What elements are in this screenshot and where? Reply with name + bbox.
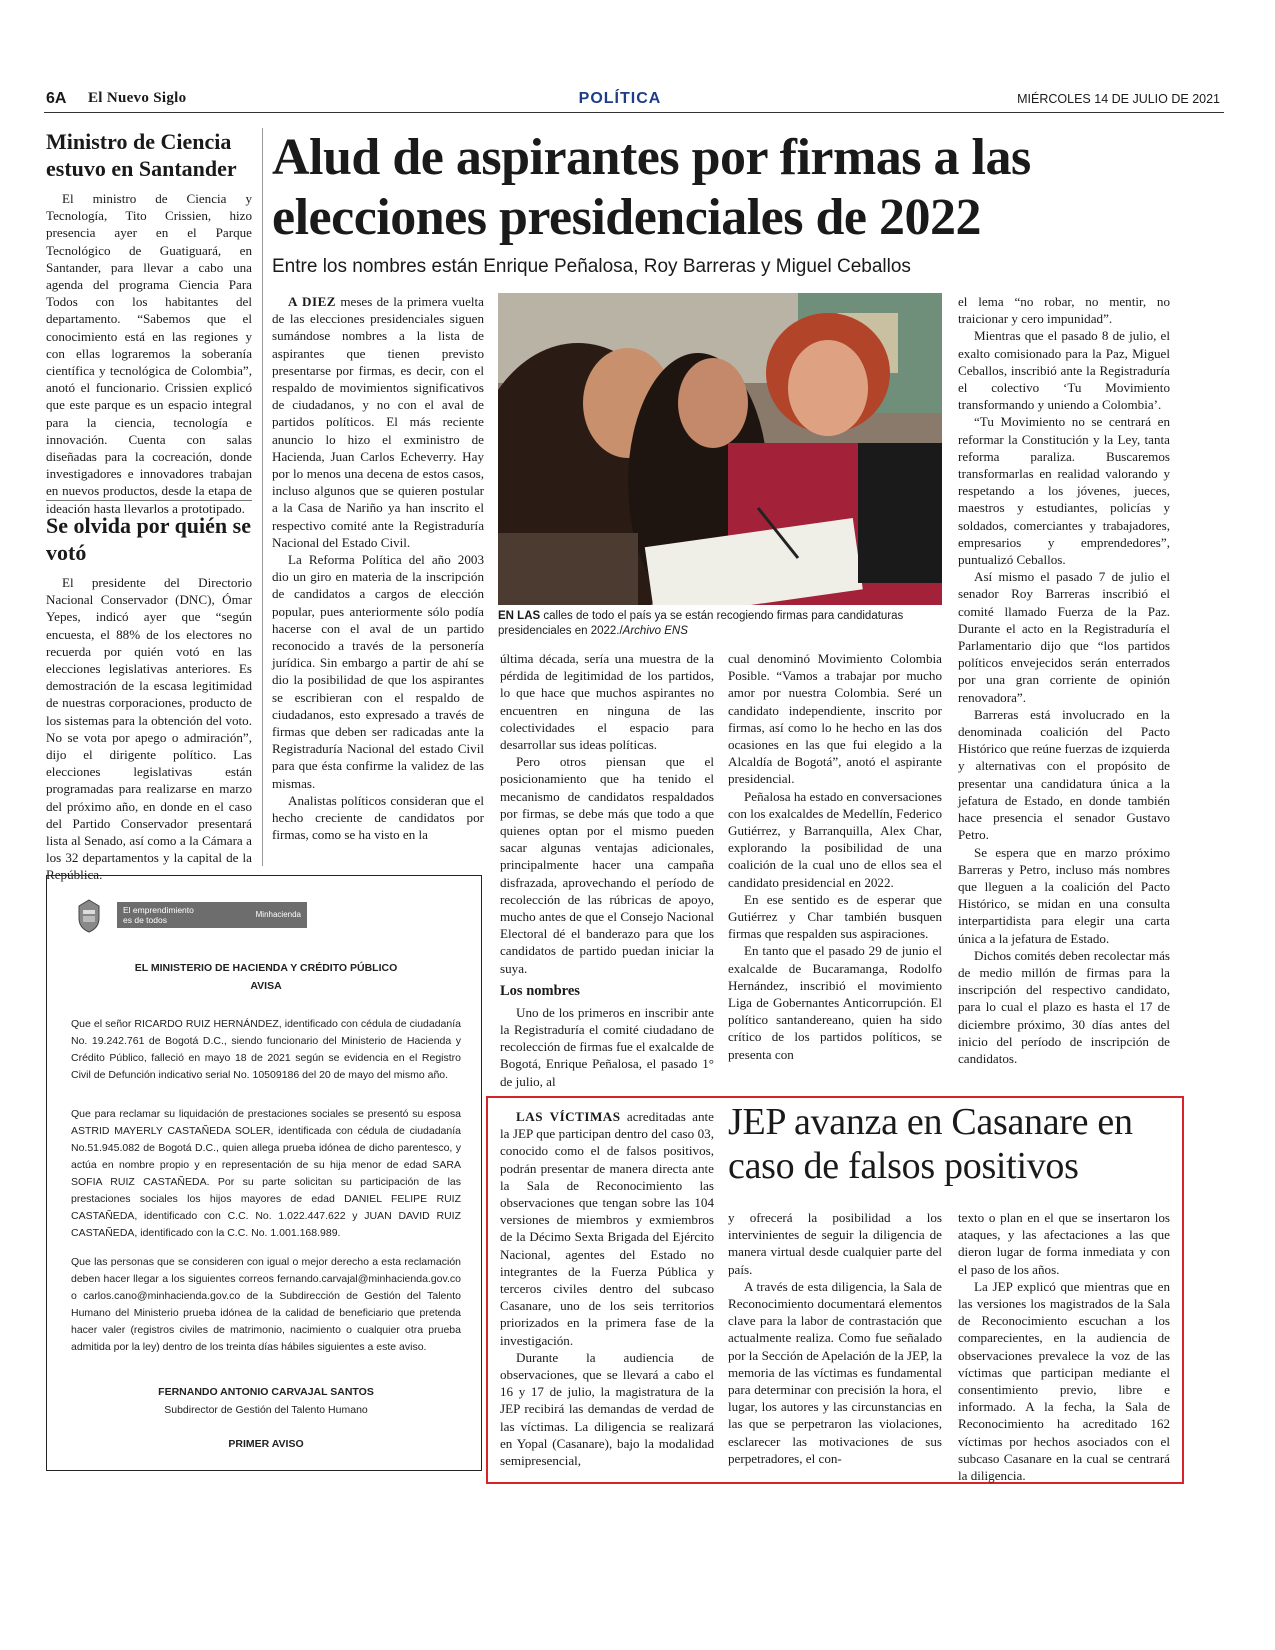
brief-science [46,128,252,517]
header-rule [44,112,1224,113]
ad-title: EL MINISTERIO DE HACIENDA Y CRÉDITO PÚBLICO [134,962,398,974]
brief-title: Se olvida por quién se votó [46,513,251,565]
section-label: POLÍTICA [578,90,662,107]
ad-signer: FERNANDO ANTONIO CARVAJAL SANTOS [158,1386,374,1398]
paragraph: cual denominó Movimiento Colombia Posible. “Vamos a trabajar por mucho amor por nuestra Colombia. Seré un candidato independiente, inscrito por firmas, así como lo he hecho en las dos ocasiones en las que fui elegido a la Alcaldía de Bogotá”, anotó el aspirante presidencial. [728,651,942,787]
paragraph: Así mismo el pasado 7 de julio el senador Roy Barreras inscribió el comité llamado Fuerza de la Paz. Durante el acto en la Registraduría el Parlamentario dijo que “los partidos políticos envejecidos serán enterrados por una gran corriente de opinión renovadora”. [958,569,1170,705]
article-photo [498,293,942,605]
paragraph: A través de esta diligencia, la Sala de Reconocimiento documentará elementos clave para la labor de contrastación que actualmente realiza. Como fue señalado por la Sección de Apelación de la JEP, la memoria de las víctimas es fundamental para determinar con precisión la hora, el lugar, los autores y las circunstancias en las que se perpetraron las violaciones, esclarecer las motivaciones de sus perpetradores, el con- [728,1278,942,1466]
paragraph: Pero otros piensan que el posicionamiento que ha tenido el mecanismo de candidatos respaldados por firmas, se debe más que todo a que quienes optan por el mismo pueden sacar algunas ventajas adicionales, principalmente hacer una campaña disfrazada, aprovechando el período de recolección de las rúbricas de apoyo, mucho antes de que el Consejo Nacional Electoral dé el banderazo para que los candidatos de partido puedan iniciar la suya. [500,754,714,976]
logo-banner [117,902,307,928]
paragraph: Analistas políticos consideran que el hecho creciente de candidatos por firmas, como se ha visto en la [272,792,484,843]
paragraph: En ese sentido es de esperar que Gutiérrez y Char también busquen firmas que respalden sus aspiraciones. [728,891,942,942]
paragraph: texto o plan en el que se insertaron los ataques, y las afectaciones a las que dieron lugar de forma inmediata y con el paso de los años. [958,1210,1170,1277]
paragraph: “Tu Movimiento no se centrará en reformar la Constitución y la Ley, tanta reforma paraliza. Buscaremos transformarlas en realidad valorando y respetando a los jóvenes, jueces, maestros y estudiantes, policías y soldados, comerciantes y trabajadores, empresarios y emprendedores”, puntualizó Ceballos. [958,414,1170,568]
issue-date: MIÉRCOLES 14 DE JULIO DE 2021 [1017,92,1220,106]
logo-line: El emprendimiento [123,905,194,915]
paragraph: En tanto que el pasado 29 de junio el exalcalde de Bucaramanga, Rodolfo Hernández, inscribió el movimiento Liga de Gobernantes Anticorrupción. El político santandereano, quien ha sido crítico de los partidos políticos, se presenta con [728,943,942,1062]
logo-line: es de todos [123,915,167,925]
ad-subtitle: AVISA [250,980,282,992]
caption-lead: EN LAS [498,610,541,622]
paragraph: La Reforma Política del año 2003 dio un giro en materia de la inscripción de candidatos a cargos de elección popular, pues anteriormente sólo podía hacerse con el aval de un partido reconocido a través de la personería jurídica. Sin embargo a partir de ahí se dio la posibilidad de que los aspirantes se escribieran con el respaldo de ciudadanos, esto expresado a través de firmas que deben ser radicadas ante la Registraduría Nacional del estado Civil para que ésta confirme la validez de las mismas. [272,552,484,791]
ad-signer-title: Subdirector de Gestión del Talento Humano [164,1404,368,1416]
logo-ministry: Minhacienda [255,910,301,919]
divider [46,500,252,501]
paragraph: La JEP explicó que mientras que en las versiones los magistrados de la Sala de Reconocimiento escuchan a los comparecientes, en la audiencia de observaciones prevalece la voz de las víctimas que participan mediante el consentimiento previo, libre e informado. A la fecha, la Sala de Reconocimiento ha acreditado 162 víctimas por hechos asociados con el subcaso Casanare en la cual se centrará la diligencia. [958,1278,1170,1484]
newspaper-masthead: El Nuevo Siglo [88,90,187,106]
article-column-4 [958,293,1170,1067]
paragraph: Se espera que en marzo próximo Barreras y Petro, incluso más nombres que lleguen a la coalición del Pacto Histórico, se midan en una consulta interpartidista para elegir una carta única a la jefatura de Estado. [958,844,1170,946]
page-number: 6A [46,90,67,107]
paragraph: Dichos comités deben recolectar más de medio millón de firmas para la inscripción del respectivo candidato, para lo cual el plazo es hasta el 17 de diciembre próximo, 30 días antes del inicio del período de inscripción de candidatos. [958,947,1170,1066]
paragraph: Durante la audiencia de observaciones, que se llevará a cabo el 16 y 17 de julio, la magistratura de la JEP recibirá las demandas de verdad de las víctimas. La diligencia se realizará en Yopal (Casanare), bajo la modalidad semipresencial, [500,1349,714,1469]
paragraph: última década, sería una muestra de la pérdida de legitimidad de los partidos, lo que hace que muchos aspirantes no encuentren en ninguna de las colectividades el espacio para desarrollar sus ideas políticas. [500,651,714,753]
jep-column-3 [958,1209,1170,1484]
jep-headline: JEP avanza en Casanare en caso de falsos positivos [728,1101,1133,1187]
paragraph: Barreras está involucrado en la denominada coalición del Pacto Histórico que reúne fuerzas de izquierda y alternativas con el propósito de presentar una candidatura única a la jefatura de Estado, en donde también hace presencia el senador Gustavo Petro. [958,706,1170,843]
ministry-logo [69,894,309,936]
ad-paragraph: Que para reclamar su liquidación de prestaciones sociales se presentó su esposa ASTRID MAYERLY CASTAÑEDA SOLER, identificada con cédula de ciudadanía No.51.945.082 de Bogotá D.C., quien allega prueba idónea de dicho parentesco, y actúa en nombre propio y en representación de su hija menor de edad SARA SOFIA RUIZ CASTAÑEDA. Por su parte solicitan su participación de las prestaciones sociales los hijos mayores de edad DANIEL FELIPE RUIZ CASTAÑEDA, identificado con C.C. No. 1.022.447.622 y JUAN DAVID RUIZ CASTAÑEDA, identificado con la C.C. No. 1.001.168.989. [71,1108,461,1239]
article-column-2 [500,650,714,1090]
jep-column-2 [728,1209,942,1467]
coat-of-arms-icon [69,896,109,936]
government-notice-ad [46,875,482,1471]
article-column-3 [728,650,942,1063]
column-divider [262,128,263,866]
jep-column-1 [500,1108,714,1469]
paragraph-text: acreditadas ante la JEP que participan dentro del caso 03, conocido como el de falsos positivos, podrán presentar de manera directa ante la Sala de Reconocimiento las observaciones que tengan sobre las 104 versiones de miembros y exmiembros de la Décimo Sexta Brigada del Ejército Nacional, agentes del Estado no integrantes de la Fuerza Pública y terceros civiles dentro del subcaso Casanare, uno de los seis territorios priorizados en la primera fase de la investigación. [500,1109,714,1348]
main-headline: Alud de aspirantes por firmas a las elecciones presidenciales de 2022 [272,129,1031,246]
brief-title: Ministro de Ciencia estuvo en Santander [46,129,237,181]
brief-body: El ministro de Ciencia y Tecnología, Tito Crissien, hizo presencia ayer en el Parque Tecnológico de Guatiguará, en Santander, para llevar a cabo una agenda del programa Ciencia Para Todos con los habitantes del departamento. “Sabemos que el conocimiento está en las regiones y con ellas lograremos la soberanía científica y tecnológica de Colombia”, anotó el funcionario. Crissien explicó que este parque es un espacio integral para la ciencia, tecnología e innovación. Cuenta con salas diseñadas para la cocreación, donde investigadores e innovadores trabajan en nuevos productos, desde la etapa de ideación hasta llevarlos a prototipado. [46,191,252,516]
photo-illustration [498,293,942,605]
paragraph: y ofrecerá la posibilidad a los intervinientes de seguir la diligencia de manera virtual desde cualquier parte del país. [728,1210,942,1277]
paragraph [272,293,484,551]
paragraph [500,1108,714,1349]
paragraph: Peñalosa ha estado en conversaciones con los exalcaldes de Medellín, Federico Gutiérrez, y Barranquilla, Alex Char, explorando la posibilidad de una coalición de la cual uno de ellos sea el candidato presidencial en 2022. [728,788,942,890]
caption-text: calles de todo el país ya se están recogiendo firmas para candidaturas presidenciales en 2022./ [498,610,904,637]
lead-in: A DIEZ [288,294,337,309]
ad-paragraph: Que el señor RICARDO RUIZ HERNÁNDEZ, identificado con cédula de ciudadanía No. 19.242.761 de Bogotá D.C., siendo funcionario del Ministerio de Hacienda y Crédito Público, falleció en mayo 18 de 2021 según se evidencia en el Registro Civil de Defunción indicativo serial No. 10509186 del 20 de mayo del mismo año. [71,1018,461,1081]
ad-notice: PRIMER AVISO [228,1438,304,1450]
paragraph: Mientras que el pasado 8 de julio, el exalto comisionado para la Paz, Miguel Ceballos, inscribió ante la Registraduría el colectivo ‘Tu Movimiento transformando y uniendo a Colombia’. [958,328,1170,413]
paragraph: Uno de los primeros en inscribir ante la Registraduría el comité ciudadano de recolección de firmas fue el exalcalde de Bogotá, Enrique Peñalosa, el pasado 1° de julio, al [500,1004,714,1089]
paragraph: el lema “no robar, no mentir, no traicionar y cero impunidad”. [958,294,1170,327]
paragraph-text: meses de la primera vuelta de las elecciones presidenciales siguen sumándose nombres a la lista de aspirantes que tienen previsto presentarse por firmas, es decir, con el respaldo de movimientos significativos de ciudadanos, y no con el aval de partidos políticos. El más reciente anuncio lo hizo el exministro de Hacienda, Juan Carlos Echeverry. Hay por lo menos una decena de estos casos, incluso algunos que se quieren postular a la Casa de Nariño ya han inscrito el respectivo comité ante la Registraduría Nacional del Estado Civil. [272,294,484,550]
lead-in: LAS VÍCTIMAS [516,1109,621,1124]
brief-conservative [46,512,252,884]
headline-deck: Entre los nombres están Enrique Peñalosa, Roy Barreras y Miguel Ceballos [272,256,911,277]
caption-credit: Archivo ENS [622,625,688,637]
article-column-1 [272,293,484,844]
photo-caption [498,609,942,639]
brief-body: El presidente del Directorio Nacional Conservador (DNC), Ómar Yepes, indicó ayer que “según encuesta, el 88% de los electores no recuerda por quién votó en las elecciones legislativas anteriores. Es demostración de la escasa legitimidad de nuestras corporaciones, producto de los sistemas para la obtención del voto. No se vota por apego o admiración”, dijo el dirigente político. Las elecciones legislativas están programadas para realizarse en marzo del próximo año, en donde en el caso del Partido Conservador presentará lista al Senado, así como a la Cámara a los 32 departamentos y la capital de la República. [46,575,252,883]
subhead: Los nombres [500,982,580,999]
ad-paragraph: Que las personas que se consideren con igual o mejor derecho a esta reclamación deben hacer llegar a los siguientes correos fernando.carvajal@minhacienda.gov.co o carlos.cano@minhacienda.gov.co de la Subdirección de Gestión del Talento Humano del Ministerio prueba idónea de la calidad de beneficiario que pretenda hacer valer (registros civiles de matrimonio, nacimiento o cualquier otra prueba admitida por la ley) dentro de los treinta días hábiles siguientes a este aviso. [71,1256,461,1353]
